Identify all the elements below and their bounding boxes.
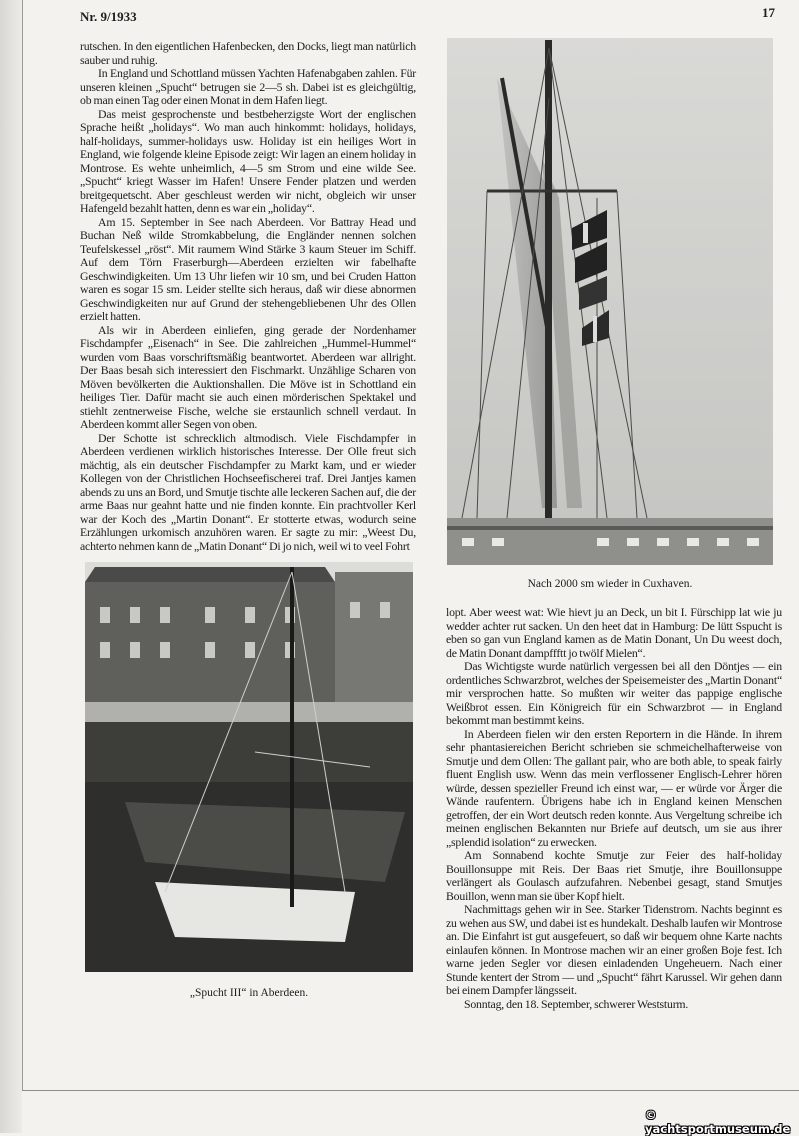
harbor-aberdeen-photo xyxy=(85,562,413,972)
paragraph: In England und Schottland müssen Yachten Hafenabgaben zahlen. Für unseren kleinen „Spucht“ betrugen sie 2—5 sh. Dabei ist es gleichgültig, ob man einen Tag oder einen Monat in dem Hafen liegt. xyxy=(80,66,416,107)
harbor-photo-caption: „Spucht III“ in Aberdeen. xyxy=(189,987,309,999)
paragraph: rutschen. In den eigentlichen Hafenbecken, den Docks, liegt man natürlich sauber und ruhig. xyxy=(80,39,416,67)
mast-photo-caption: Nach 2000 sm wieder in Cuxhaven. xyxy=(527,578,693,590)
paragraph: Sonntag, den 18. September, schwerer Weststurm. xyxy=(464,996,689,1011)
paragraph: Der Schotte ist schrecklich altmodisch. Viele Fischdampfer in Aberdeen verdienen wirklich historisches Interesse. Der Olle freut sich mächtig, als ein deutscher Fischdampfer zu Markt kam, und er wieder Kollegen von der Christlichen Hochseefischerei traf. Drei Jantjes kamen abends zu uns an Bord, und Smutje tischte alle leckeren Sachen auf, die der arme Baas nur geahnt hatte und nie finden konnte. Ein prachtvoller Kerl war der Koch des „Martin Donant“. Er stotterte etwas, wodurch seine Erzählungen urkomisch anzuhören waren. Er sagte zu mir: „Weest Du, achterto nehmen kann de „Matin Donant“ Di jo nich, weil wi to veel Fohrt xyxy=(80,430,416,553)
right-text-column xyxy=(446,606,782,1011)
page-border-bottom xyxy=(22,1090,799,1091)
paragraph: Das Wichtigste wurde natürlich vergessen bei all den Döntjes — ein ordentliches Schwarzbrot, welches der Speisemeister des „Martin Donant“ mir versprochen hatte. So mußten wir weiter das pappige englische Weißbrot essen. Ein Königreich für ein Schwarzbrot — in England bekommt man bestimmt keins. xyxy=(446,659,782,727)
paragraph: Am Sonnabend kochte Smutje zur Feier des half-holiday Bouillonsuppe mit Reis. Der Baas riet Smutje, ihre Bouillonsuppe verlängert als Goulasch aufzufahren. Nebenbei gesagt, stand Smutjes Bouillon, wenn man sie über Kopf hielt. xyxy=(446,848,782,903)
left-text-column xyxy=(80,40,416,553)
page-number: 17 xyxy=(762,5,775,20)
copyright-watermark: © yachtsportmuseum.de xyxy=(645,1108,791,1136)
mast-with-flags-photo xyxy=(447,38,773,565)
paragraph: Das meist gesprochenste und bestbeherzigste Wort der englischen Sprache heißt „holidays“. Wo man auch hinkommt: holidays, holidays, half-holidays, summer-holidays usw. Holiday ist ein heiliges Wort in England, wie folgende kleine Episode zeigt: Wir lagen an einem holiday in Montrose. Es wehte unheimlich, 4—5 sm Strom und eine wilde See. „Spucht“ kriegt Wasser im Hafen! Unsere Fender platzen und werden breitgequetscht. Aber geschleust werden wir nicht, obgleich wir unser Hafengeld bezahlt hatten, denn es war ein „holiday“. xyxy=(80,106,416,215)
issue-number: Nr. 9/1933 xyxy=(80,9,137,24)
page-border-left xyxy=(22,0,23,1090)
scan-edge xyxy=(0,0,22,1133)
paragraph: Am 15. September in See nach Aberdeen. Vor Battray Head und Buchan Neß wilde Stromkabbelung, die Engländer nennen solchen Teufelskessel „röst“. Mit raumem Wind Stärke 3 kaum Steuer im Schiff. Auf dem Törn Fraserburgh—Aberdeen erzielten wir fabelhafte Geschwindigkeiten. Um 13 Uhr liefen wir 10 sm, und bei Cruden Hatton waren es sogar 15 sm. Leider stellte sich heraus, daß wir diese abnormen Geschwindigkeiten nur auf Grund der stehengebliebenen Uhr des Ollen erzielt hatten. xyxy=(80,214,416,323)
paragraph: In Aberdeen fielen wir den ersten Reportern in die Hände. In ihrem sehr phantasiereichen Bericht schrieben sie schmeichelhafterweise von Smutje und dem Ollen: The gallant pair, who are both able, to speak fairly fluent English usw. Wenn das mein verflossener Englisch-Lehrer hören würde, dessen spezieller Freund ich einst war, — er würde vor Ärger die Wände raufentern. Übrigens habe ich in England keinen Menschen getroffen, der ein Wort deutsch reden konnte. Aus Vergeltung schreibe ich meinen englischen Bekannten nur Briefe auf deutsch, um sie aus ihrer „splendid isolation“ zu erwecken. xyxy=(446,726,782,849)
paragraph: Als wir in Aberdeen einliefen, ging gerade der Nordenhamer Fischdampfer „Eisenach“ in See. Die zahlreichen „Hummel-Hummel“ wurden vom Baas vorschriftsmäßig beantwortet. Aberdeen war allright. Der Baas besah sich interessiert den Fischmarkt. Unzählige Scharen von Möven bevölkerten die Auktionshallen. Die Möve ist in Schottland ein heiliges Tier. Dafür macht sie auch einen mörderischen Spektakel und stiehlt zentnerweise Fische, welche sie erstaunlich schnell verdaut. In Aberdeen kommt aller Segen von oben. xyxy=(80,322,416,431)
paragraph: lopt. Aber weest wat: Wie hievt ju an Deck, un bit I. Fürschipp lat wie ju wedder achter rut sacken. Un den heet dat in Hamburg: De lütt Sspucht is eben so gan vun England kamen as de Matin Donant, Un Du weest doch, de Matin Donant dampffftt jo twölf Mielen“. xyxy=(446,605,782,660)
paragraph: Nachmittags gehen wir in See. Starker Tidenstrom. Nachts beginnt es zu wehen aus SW, und dabei ist es hundekalt. Deshalb laufen wir Montrose an. Die Einfahrt ist gut ausgefeuert, so daß wir bequem ohne Karte nachts einlaufen können. In Montrose machen wir an einer großen Boje fest. Ich warne jeden Segler vor diesen einladenden Ungeheuern. Nach einer Stunde kentert der Strom — und „Spucht“ fährt Karussel. Wir gehen dann bei einem Dampfer längsseit. xyxy=(446,902,782,997)
